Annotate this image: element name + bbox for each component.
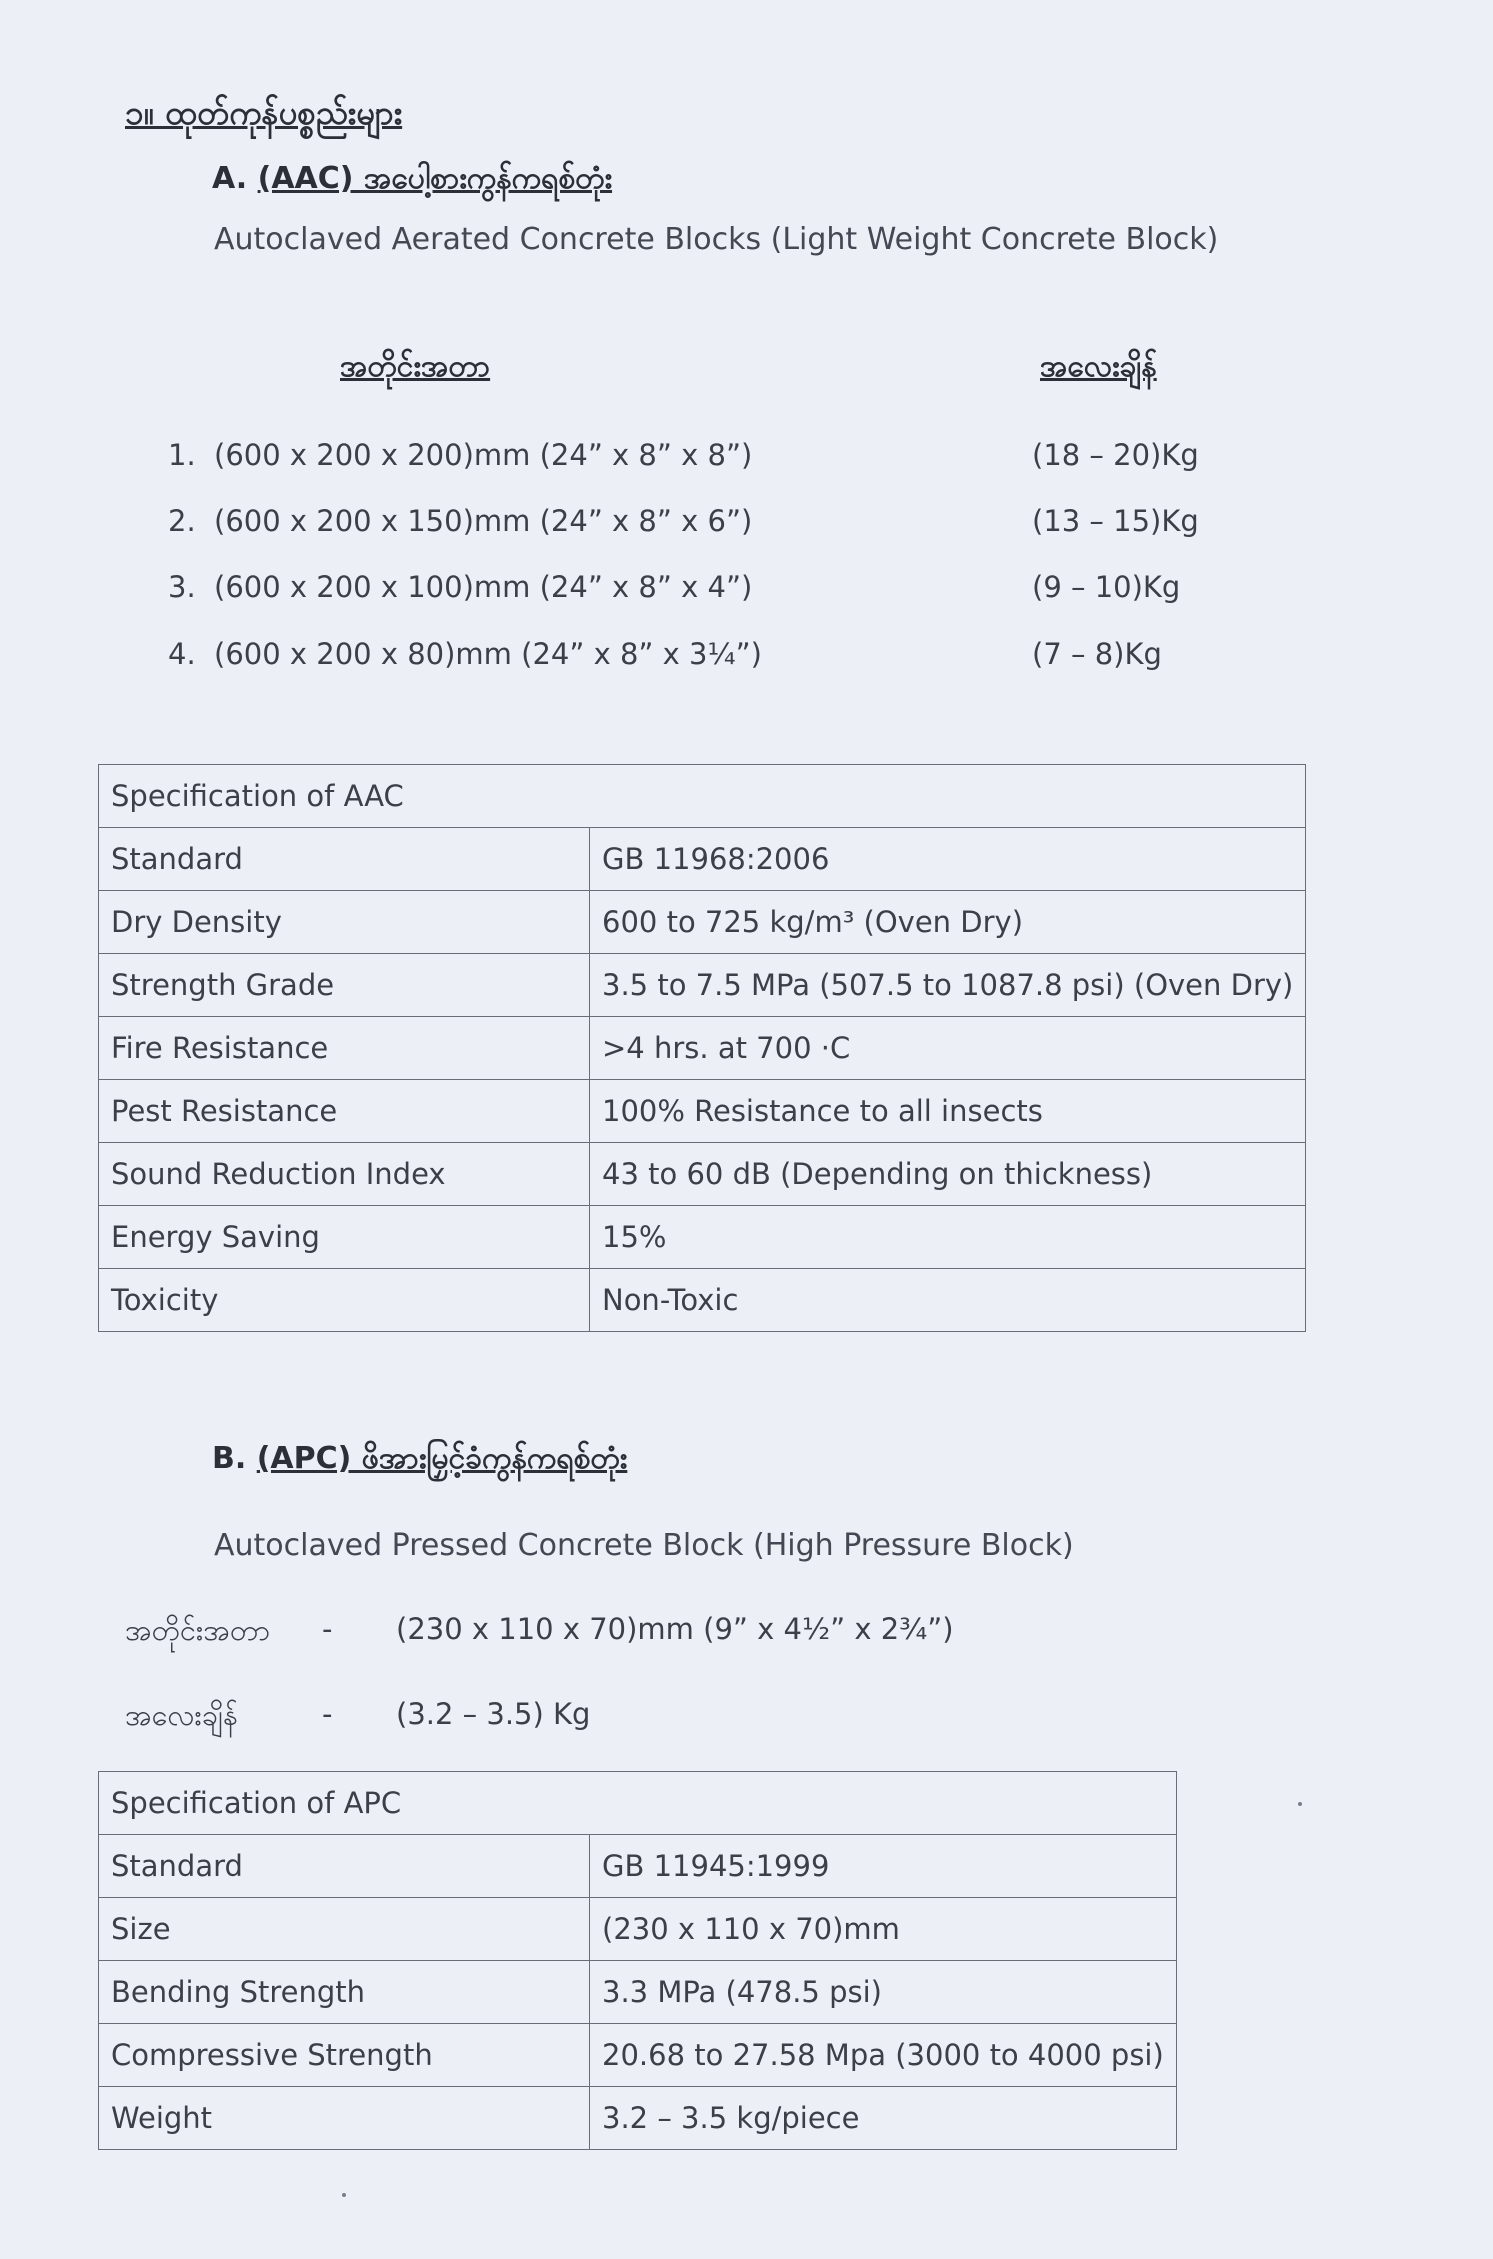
apc-size-dash: - <box>322 1612 333 1646</box>
aac-item-weight: (7 – 8)Kg <box>1032 637 1162 671</box>
apc-size-label: အတိုင်းအတာ <box>125 1613 271 1647</box>
spec-label: Compressive Strength <box>99 2024 590 2087</box>
section-a-subtitle: Autoclaved Aerated Concrete Blocks (Light Weight Concrete Block) <box>214 222 1219 257</box>
aac-item-2 <box>168 504 752 538</box>
table-row <box>99 891 1306 954</box>
section-b-title-text: (APC) ဖိအားမြှင့်ခံကွန်ကရစ်တုံး <box>256 1441 628 1476</box>
table-row <box>99 1269 1306 1332</box>
aac-item-size: (600 x 200 x 100)mm (24” x 8” x 4”) <box>214 570 753 604</box>
spec-label: Size <box>99 1898 590 1961</box>
aac-item-number: 3. <box>168 570 196 604</box>
main-heading: ၁။ ထုတ်ကုန်ပစ္စည်းများ <box>125 93 403 132</box>
aac-item-weight: (13 – 15)Kg <box>1032 504 1199 538</box>
table-row <box>99 1143 1306 1206</box>
aac-item-3 <box>168 570 752 604</box>
aac-item-number: 2. <box>168 504 196 538</box>
spec-value: GB 11968:2006 <box>590 828 1306 891</box>
spec-label: Bending Strength <box>99 1961 590 2024</box>
table-row <box>99 2087 1177 2150</box>
spec-value: >4 hrs. at 700 ·C <box>590 1017 1306 1080</box>
apc-weight-dash: - <box>322 1697 333 1731</box>
table-row <box>99 828 1306 891</box>
apc-weight-label: အလေးချိန် <box>125 1698 238 1732</box>
spec-value: 3.2 – 3.5 kg/piece <box>590 2087 1177 2150</box>
spec-value: 100% Resistance to all insects <box>590 1080 1306 1143</box>
spec-label: Weight <box>99 2087 590 2150</box>
table-row <box>99 1080 1306 1143</box>
spec-label: Pest Resistance <box>99 1080 590 1143</box>
section-a-letter: A. <box>212 161 248 196</box>
aac-item-4 <box>168 637 762 671</box>
spec-value: Non-Toxic <box>590 1269 1306 1332</box>
spec-value: 20.68 to 27.58 Mpa (3000 to 4000 psi) <box>590 2024 1177 2087</box>
aac-item-number: 1. <box>168 438 196 472</box>
section-a-title-text: (AAC) အပေါ့စားကွန်ကရစ်တုံး <box>257 161 613 196</box>
section-b-subtitle: Autoclaved Pressed Concrete Block (High Pressure Block) <box>214 1528 1074 1563</box>
aac-item-number: 4. <box>168 637 196 671</box>
spec-value: 600 to 725 kg/m³ (Oven Dry) <box>590 891 1306 954</box>
aac-item-size: (600 x 200 x 200)mm (24” x 8” x 8”) <box>214 438 753 472</box>
spec-label: Sound Reduction Index <box>99 1143 590 1206</box>
aac-spec-table <box>98 764 1306 1332</box>
spec-value: 3.3 MPa (478.5 psi) <box>590 1961 1177 2024</box>
table-row <box>99 954 1306 1017</box>
table-row <box>99 1835 1177 1898</box>
section-a-title <box>212 158 612 203</box>
spec-label: Dry Density <box>99 891 590 954</box>
table-row <box>99 1772 1177 1835</box>
spec-value: 43 to 60 dB (Depending on thickness) <box>590 1143 1306 1206</box>
apc-spec-title: Specification of APC <box>99 1772 1177 1835</box>
section-b-letter: B. <box>212 1441 247 1476</box>
aac-item-1 <box>168 438 752 472</box>
spec-label: Standard <box>99 1835 590 1898</box>
section-a-col-weight: အလေးချိန် <box>1040 349 1157 384</box>
table-row <box>99 1017 1306 1080</box>
apc-size-value: (230 x 110 x 70)mm (9” x 4½” x 2¾”) <box>396 1612 954 1646</box>
section-a-col-size: အတိုင်းအတာ <box>340 349 491 384</box>
table-row <box>99 1961 1177 2024</box>
aac-spec-title: Specification of AAC <box>99 765 1306 828</box>
table-row <box>99 1206 1306 1269</box>
spec-label: Standard <box>99 828 590 891</box>
table-row <box>99 765 1306 828</box>
spec-label: Energy Saving <box>99 1206 590 1269</box>
spec-label: Strength Grade <box>99 954 590 1017</box>
aac-item-weight: (9 – 10)Kg <box>1032 570 1181 604</box>
aac-item-weight: (18 – 20)Kg <box>1032 438 1199 472</box>
spec-label: Fire Resistance <box>99 1017 590 1080</box>
table-row <box>99 1898 1177 1961</box>
aac-item-size: (600 x 200 x 150)mm (24” x 8” x 6”) <box>214 504 753 538</box>
apc-spec-table <box>98 1771 1177 2150</box>
speck-mark <box>1298 1802 1302 1806</box>
speck-mark <box>342 2193 346 2197</box>
section-b-title <box>212 1438 627 1483</box>
spec-value: GB 11945:1999 <box>590 1835 1177 1898</box>
spec-label: Toxicity <box>99 1269 590 1332</box>
spec-value: 3.5 to 7.5 MPa (507.5 to 1087.8 psi) (Oven Dry) <box>590 954 1306 1017</box>
spec-value: (230 x 110 x 70)mm <box>590 1898 1177 1961</box>
spec-value: 15% <box>590 1206 1306 1269</box>
aac-item-size: (600 x 200 x 80)mm (24” x 8” x 3¼”) <box>214 637 762 671</box>
table-row <box>99 2024 1177 2087</box>
apc-weight-value: (3.2 – 3.5) Kg <box>396 1697 591 1731</box>
